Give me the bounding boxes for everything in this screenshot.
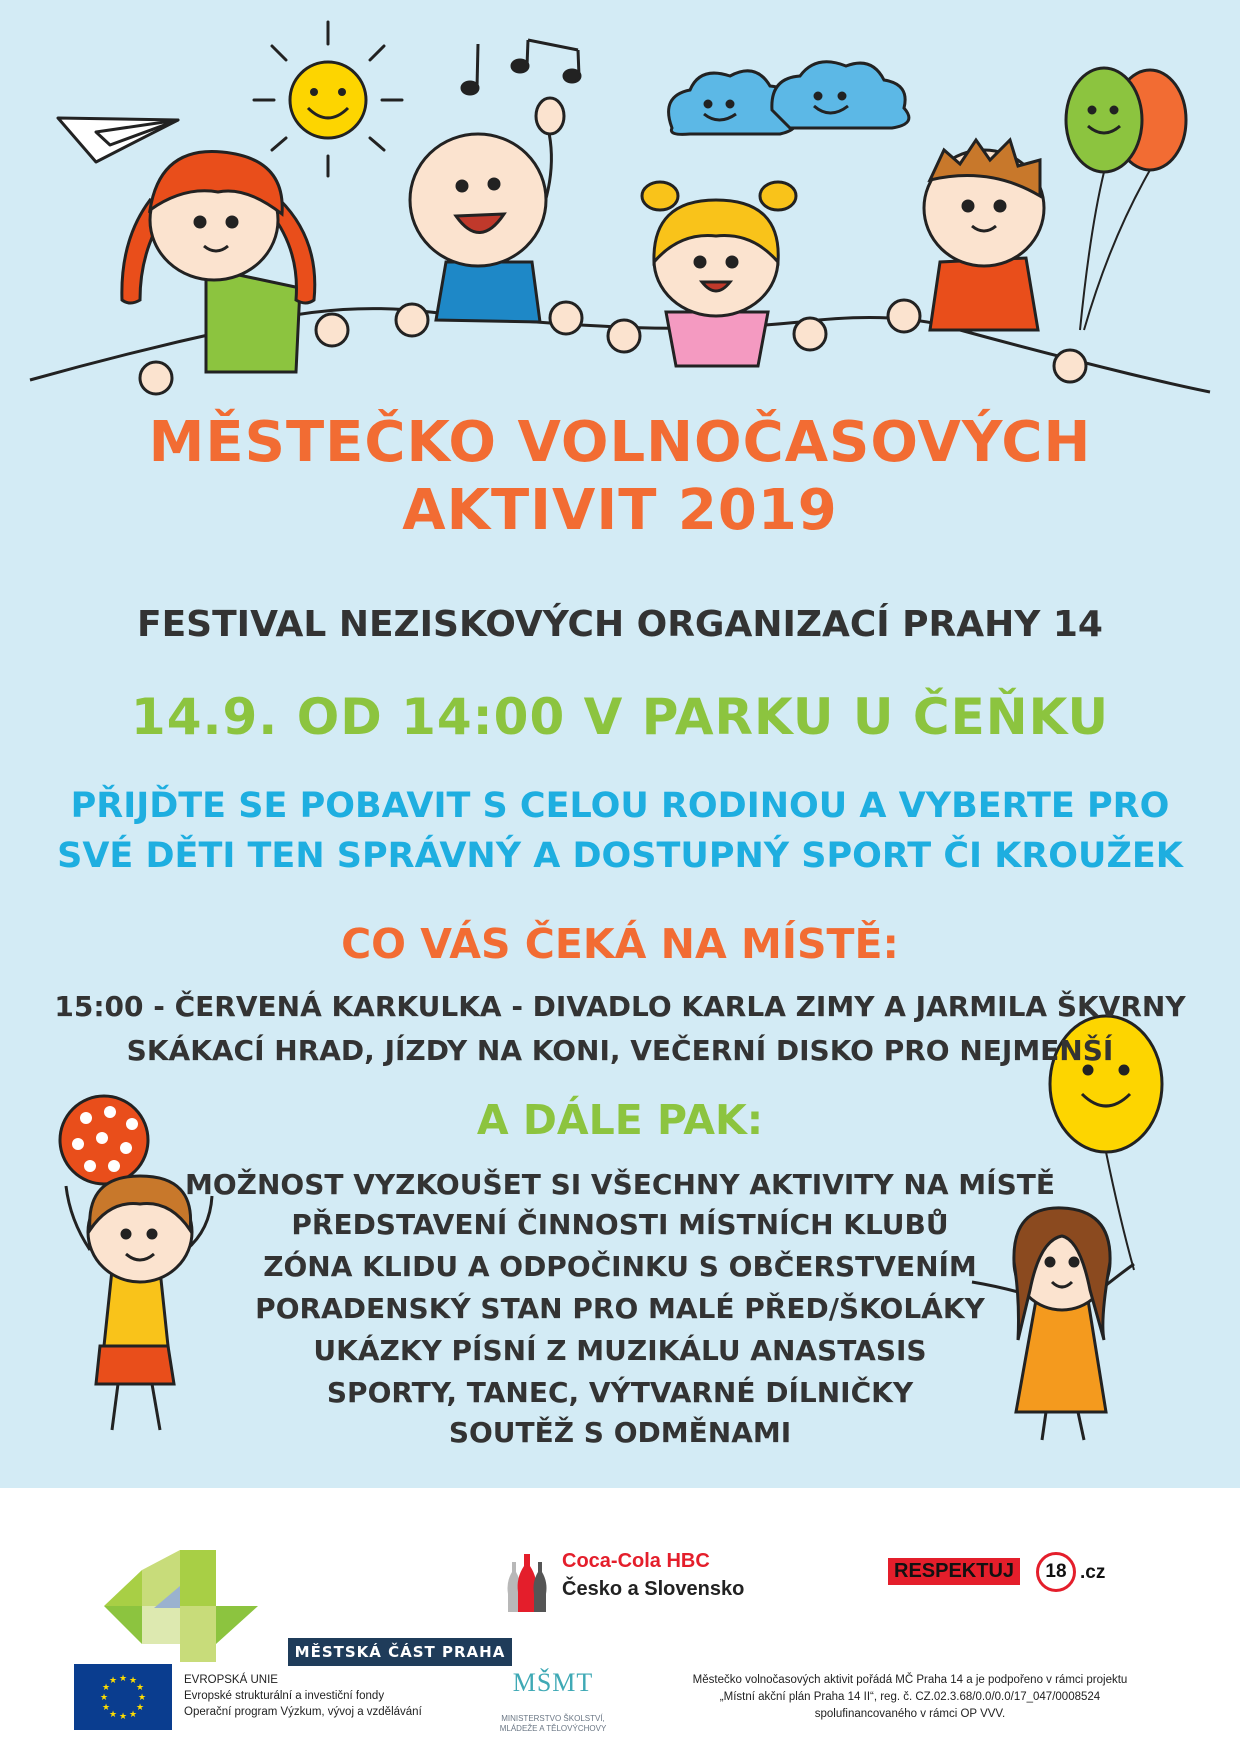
boy-spiky-hair-icon [888,140,1086,382]
more-item: ZÓNA KLIDU A ODPOČINKU S OBČERSTVENÍM [263,1250,977,1283]
footer [0,1488,1240,1754]
on-site-item: SKÁKACÍ HRAD, JÍZDY NA KONI, VEČERNÍ DISKO PRO NEJMENŠÍ [126,1034,1114,1067]
svg-text:★: ★ [118,1674,128,1684]
svg-text:★: ★ [137,1693,147,1703]
balloons-icon [1066,68,1186,330]
eu-text [184,1672,422,1720]
project-note-line-3: spolufinancovaného v rámci OP VVV. [814,1708,1006,1720]
sun-icon [254,22,402,176]
project-note-line-1: Městečko volnočasových aktivit pořádá MČ Praha 14 a je podpořeno v rámci projektu [692,1674,1128,1686]
respektuj-domain: .cz [1080,1562,1106,1583]
paper-plane-icon [58,118,178,162]
msmt-logo [488,1668,618,1738]
project-note [630,1672,1190,1723]
svg-text:★: ★ [135,1683,145,1693]
praha14-label: MĚSTSKÁ ČÁST PRAHA 14 [288,1638,512,1666]
more-item: UKÁZKY PÍSNÍ Z MUZIKÁLU ANASTASIS [313,1334,927,1367]
msmt-mark: MŠMT [512,1668,594,1697]
girl-blonde-icon [608,182,826,366]
more-item: SOUTĚŽ S ODMĚNAMI [448,1416,792,1449]
svg-text:★: ★ [108,1676,118,1686]
title-line-1: MĚSTEČKO VOLNOČASOVÝCH [148,410,1092,475]
bottles-icon [502,1548,552,1618]
svg-text:★: ★ [135,1703,145,1713]
eu-line-3: Operační program Výzkum, vývoj a vzdělávání [184,1706,422,1718]
svg-text:★: ★ [128,1676,138,1686]
svg-text:★: ★ [101,1703,111,1713]
music-notes-icon [462,40,580,94]
svg-text:★: ★ [118,1712,128,1722]
cocacola-line-2: Česko a Slovensko [562,1578,745,1600]
more-item: MOŽNOST VYZKOUŠET SI VŠECHNY AKTIVITY NA MÍSTĚ [185,1168,1055,1201]
svg-text:★: ★ [99,1693,109,1703]
svg-text:★: ★ [101,1683,111,1693]
praha14-mark-icon [98,1546,298,1676]
date-place: 14.9. OD 14:00 V PARKU U ČEŇKU [130,688,1110,746]
msmt-text [488,1714,618,1734]
respektuj-number: 18 [1036,1552,1076,1592]
on-site-item: 15:00 - ČERVENÁ KARKULKA - DIVADLO KARLA ZIMY A JARMILA ŠKVRNY [54,990,1186,1023]
eu-flag-icon [74,1664,172,1730]
msmt-line-1: MINISTERSTVO ŠKOLSTVÍ, [501,1714,605,1723]
clouds-icon [669,62,909,135]
more-heading: A DÁLE PAK: [476,1096,764,1144]
on-site-heading: CO VÁS ČEKÁ NA MÍSTĚ: [341,920,899,968]
eu-line-1: EVROPSKÁ UNIE [184,1674,278,1686]
eu-line-2: Evropské strukturální a investiční fondy [184,1690,385,1702]
subtitle: FESTIVAL NEZISKOVÝCH ORGANIZACÍ PRAHY 14 [137,604,1103,645]
project-note-line-2: „Místní akční plán Praha 14 II“, reg. č. CZ.02.3.68/0.0/0.0/17_047/0008524 [719,1691,1101,1703]
more-item: PORADENSKÝ STAN PRO MALÉ PŘED/ŠKOLÁKY [255,1292,985,1325]
invite-line-1: PŘIJĎTE SE POBAVIT S CELOU RODINOU A VYBERTE PRO [70,786,1170,826]
girl-red-hair-icon [122,151,348,394]
svg-text:★: ★ [108,1710,118,1720]
cocacola-logo [502,1548,802,1618]
respektuj-word: RESPEKTUJ [888,1558,1020,1585]
svg-text:★: ★ [128,1710,138,1720]
eu-stars-icon [74,1664,172,1730]
msmt-line-2: MLÁDEŽE A TĚLOVÝCHOVY [499,1724,607,1733]
cocacola-line-1: Coca-Cola HBC [562,1550,710,1572]
invite-line-2: SVÉ DĚTI TEN SPRÁVNÝ A DOSTUPNÝ SPORT ČI KROUŽEK [57,836,1183,876]
more-item: SPORTY, TANEC, VÝTVARNÉ DÍLNIČKY [326,1376,914,1409]
boy-waving-icon [396,98,582,336]
title-line-2: AKTIVIT 2019 [402,478,838,543]
more-item: PŘEDSTAVENÍ ČINNOSTI MÍSTNÍCH KLUBŮ [291,1208,949,1241]
